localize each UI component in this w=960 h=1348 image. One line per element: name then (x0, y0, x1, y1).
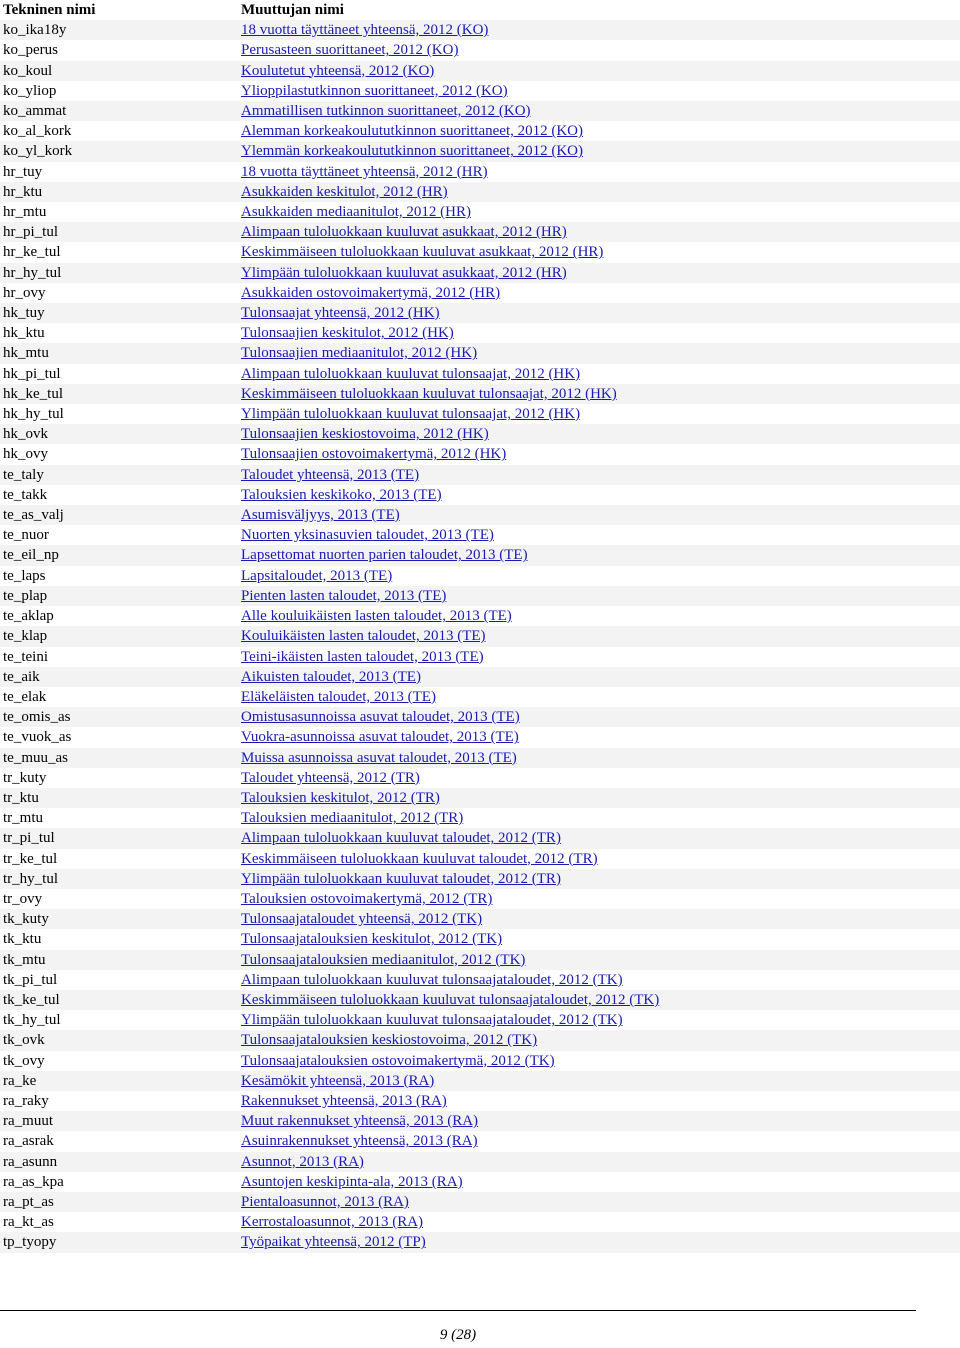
table-row (0, 788, 960, 808)
variable-name-link[interactable]: Tulonsaajien keskiostovoima, 2012 (HK) (241, 426, 489, 443)
table-row (0, 525, 960, 545)
variable-name-cell (238, 828, 960, 848)
technical-name-cell: tr_kuty (0, 768, 238, 788)
technical-name-cell: tr_ovy (0, 889, 238, 909)
variable-name-link[interactable]: Eläkeläisten taloudet, 2013 (TE) (241, 688, 436, 705)
variable-name-cell (238, 303, 960, 323)
variable-name-link[interactable]: Ylimpään tuloluokkaan kuuluvat taloudet, 2012 (TR) (241, 870, 561, 887)
technical-name-cell: ko_koul (0, 61, 238, 81)
variable-name-cell (238, 647, 960, 667)
table-row (0, 1010, 960, 1030)
variable-name-link[interactable]: Keskimmäiseen tuloluokkaan kuuluvat tulonsaajataloudet, 2012 (TK) (241, 991, 660, 1008)
variable-name-cell (238, 1212, 960, 1232)
variable-name-link[interactable]: Tulonsaajatalouksien keskiostovoima, 2012 (TK) (241, 1032, 538, 1049)
technical-name-cell: te_aklap (0, 606, 238, 626)
technical-name-cell: hr_hy_tul (0, 263, 238, 283)
variable-name-cell (238, 222, 960, 242)
table-row (0, 283, 960, 303)
variable-name-cell (238, 364, 960, 384)
variable-name-cell (238, 20, 960, 40)
table-row (0, 323, 960, 343)
table-row (0, 1071, 960, 1091)
variable-name-cell (238, 1051, 960, 1071)
variable-name-link[interactable]: Ylimpään tuloluokkaan kuuluvat tulonsaajat, 2012 (HK) (241, 406, 581, 423)
variable-name-cell (238, 1131, 960, 1151)
table-row (0, 566, 960, 586)
table-row (0, 222, 960, 242)
variable-name-link[interactable]: Keskimmäiseen tuloluokkaan kuuluvat taloudet, 2012 (TR) (241, 850, 598, 867)
variable-name-link[interactable]: Asuntojen keskipinta-ala, 2013 (RA) (241, 1173, 463, 1190)
variable-name-link[interactable]: 18 vuotta täyttäneet yhteensä, 2012 (KO) (241, 22, 489, 39)
technical-name-cell: ko_yliop (0, 81, 238, 101)
variable-name-link[interactable]: Pientaloasunnot, 2013 (RA) (241, 1193, 409, 1210)
technical-name-cell: te_aik (0, 667, 238, 687)
table-row (0, 626, 960, 646)
variable-name-link[interactable]: Talouksien ostovoimakertymä, 2012 (TR) (241, 890, 493, 907)
variable-name-link[interactable]: Tulonsaajataloudet yhteensä, 2012 (TK) (241, 911, 483, 928)
table-row (0, 950, 960, 970)
table-row (0, 1212, 960, 1232)
variable-name-cell (238, 1111, 960, 1131)
table-row (0, 667, 960, 687)
technical-name-cell: ko_ammat (0, 101, 238, 121)
technical-name-cell: ko_al_kork (0, 121, 238, 141)
table-row (0, 828, 960, 848)
variable-name-cell (238, 485, 960, 505)
technical-name-cell: te_plap (0, 586, 238, 606)
technical-name-cell: te_laps (0, 566, 238, 586)
technical-name-cell: tr_ke_tul (0, 849, 238, 869)
variable-name-link[interactable]: Talouksien keskikoko, 2013 (TE) (241, 486, 442, 503)
table-row (0, 768, 960, 788)
variable-name-link[interactable]: Tulonsaajien ostovoimakertymä, 2012 (HK) (241, 446, 507, 463)
table-row (0, 424, 960, 444)
technical-name-cell: ra_asrak (0, 1131, 238, 1151)
technical-name-cell: te_muu_as (0, 748, 238, 768)
variable-name-cell (238, 1192, 960, 1212)
table-row (0, 849, 960, 869)
table-row (0, 182, 960, 202)
technical-name-cell: te_elak (0, 687, 238, 707)
technical-name-cell: tk_ovk (0, 1030, 238, 1050)
technical-name-cell: ko_perus (0, 40, 238, 60)
variable-name-cell (238, 566, 960, 586)
table-row (0, 586, 960, 606)
table-row (0, 606, 960, 626)
variable-name-cell (238, 990, 960, 1010)
variable-name-link[interactable]: Muissa asunnoissa asuvat taloudet, 2013 (TE) (241, 749, 517, 766)
variable-name-cell (238, 121, 960, 141)
technical-name-cell: hr_ovy (0, 283, 238, 303)
variable-name-cell (238, 586, 960, 606)
variable-name-link[interactable]: Rakennukset yhteensä, 2013 (RA) (241, 1092, 447, 1109)
variable-name-link[interactable]: Ylimpään tuloluokkaan kuuluvat asukkaat, 2012 (HR) (241, 264, 567, 281)
table-row (0, 505, 960, 525)
footer-divider (0, 1310, 916, 1311)
variable-name-link[interactable]: Asukkaiden ostovoimakertymä, 2012 (HR) (241, 284, 501, 301)
variable-name-cell (238, 1152, 960, 1172)
table-row (0, 141, 960, 161)
variable-name-cell (238, 323, 960, 343)
table-row (0, 748, 960, 768)
variable-name-link[interactable]: Asukkaiden mediaanitulot, 2012 (HR) (241, 204, 471, 221)
technical-name-cell: hk_hy_tul (0, 404, 238, 424)
variable-name-link[interactable]: Keskimmäiseen tuloluokkaan kuuluvat tulonsaajat, 2012 (HK) (241, 385, 617, 402)
variable-name-cell (238, 525, 960, 545)
table-row (0, 869, 960, 889)
variable-name-link[interactable]: Tulonsaajat yhteensä, 2012 (HK) (241, 305, 440, 322)
technical-name-cell: tp_tyopy (0, 1232, 238, 1252)
variable-name-cell (238, 545, 960, 565)
technical-name-cell: hr_mtu (0, 202, 238, 222)
variable-name-cell (238, 626, 960, 646)
variable-name-cell (238, 141, 960, 161)
table-row (0, 384, 960, 404)
variable-name-link[interactable]: Lapsettomat nuorten parien taloudet, 2013 (TE) (241, 547, 528, 564)
technical-name-cell: hr_pi_tul (0, 222, 238, 242)
variable-name-link[interactable]: Kerrostaloasunnot, 2013 (RA) (241, 1214, 424, 1231)
table-row (0, 1152, 960, 1172)
variable-name-cell (238, 667, 960, 687)
table-row (0, 242, 960, 262)
table-row (0, 303, 960, 323)
variable-name-cell (238, 909, 960, 929)
variable-name-cell (238, 61, 960, 81)
variable-name-link[interactable]: Alimpaan tuloluokkaan kuuluvat tulonsaajataloudet, 2012 (TK) (241, 971, 623, 988)
technical-name-cell: hk_ktu (0, 323, 238, 343)
table-row (0, 545, 960, 565)
table-row (0, 81, 960, 101)
variable-name-cell (238, 1010, 960, 1030)
variable-name-link[interactable]: Tulonsaajien keskitulot, 2012 (HK) (241, 325, 454, 342)
table-row (0, 808, 960, 828)
variable-name-link[interactable]: Alimpaan tuloluokkaan kuuluvat asukkaat, 2012 (HR) (241, 224, 567, 241)
variable-name-link[interactable]: Taloudet yhteensä, 2012 (TR) (241, 769, 420, 786)
table-row (0, 990, 960, 1010)
table-row (0, 61, 960, 81)
table-row (0, 929, 960, 949)
technical-name-cell: tk_hy_tul (0, 1010, 238, 1030)
variable-name-link[interactable]: Talouksien mediaanitulot, 2012 (TR) (241, 810, 464, 827)
table-row (0, 465, 960, 485)
header-variable-name: Muuttujan nimi (238, 0, 960, 20)
table-row (0, 202, 960, 222)
variable-name-cell (238, 748, 960, 768)
technical-name-cell: hk_ovy (0, 444, 238, 464)
technical-name-cell: te_taly (0, 465, 238, 485)
variable-name-link[interactable]: Tulonsaajatalouksien keskitulot, 2012 (TK) (241, 931, 503, 948)
variable-name-cell (238, 384, 960, 404)
variable-name-link[interactable]: 18 vuotta täyttäneet yhteensä, 2012 (HR) (241, 163, 488, 180)
variable-name-cell (238, 1091, 960, 1111)
variable-name-cell (238, 283, 960, 303)
variable-name-link[interactable]: Tulonsaajien mediaanitulot, 2012 (HK) (241, 345, 478, 362)
table-row (0, 343, 960, 363)
table-header-row (0, 0, 960, 20)
variable-name-cell (238, 404, 960, 424)
variable-name-link[interactable]: Pienten lasten taloudet, 2013 (TE) (241, 587, 447, 604)
variable-name-link[interactable]: Muut rakennukset yhteensä, 2013 (RA) (241, 1113, 479, 1130)
variable-name-cell (238, 606, 960, 626)
variable-name-link[interactable]: Taloudet yhteensä, 2013 (TE) (241, 466, 420, 483)
technical-name-cell: ra_kt_as (0, 1212, 238, 1232)
technical-name-cell: tr_ktu (0, 788, 238, 808)
technical-name-cell: hk_mtu (0, 343, 238, 363)
variable-name-cell (238, 727, 960, 747)
variable-name-link[interactable]: Tulonsaajatalouksien mediaanitulot, 2012 (TK) (241, 951, 526, 968)
variable-name-link[interactable]: Keskimmäiseen tuloluokkaan kuuluvat asukkaat, 2012 (HR) (241, 244, 604, 261)
technical-name-cell: te_as_valj (0, 505, 238, 525)
table-row (0, 647, 960, 667)
variable-name-link[interactable]: Lapsitaloudet, 2013 (TE) (241, 567, 393, 584)
technical-name-cell: ko_yl_kork (0, 141, 238, 161)
variable-name-link[interactable]: Alimpaan tuloluokkaan kuuluvat taloudet, 2012 (TR) (241, 830, 561, 847)
variable-name-cell (238, 849, 960, 869)
technical-name-cell: te_nuor (0, 525, 238, 545)
variable-name-cell (238, 40, 960, 60)
variable-name-cell (238, 505, 960, 525)
variable-name-cell (238, 1172, 960, 1192)
table-row (0, 1131, 960, 1151)
table-row (0, 101, 960, 121)
variable-name-cell (238, 788, 960, 808)
technical-name-cell: tk_ke_tul (0, 990, 238, 1010)
variable-name-cell (238, 707, 960, 727)
variable-name-link[interactable]: Alimpaan tuloluokkaan kuuluvat tulonsaajat, 2012 (HK) (241, 365, 581, 382)
variable-name-cell (238, 970, 960, 990)
technical-name-cell: hr_tuy (0, 162, 238, 182)
variable-name-cell (238, 889, 960, 909)
variable-name-link[interactable]: Nuorten yksinasuvien taloudet, 2013 (TE) (241, 527, 494, 544)
variable-name-link[interactable]: Asukkaiden keskitulot, 2012 (HR) (241, 183, 448, 200)
technical-name-cell: tk_ovy (0, 1051, 238, 1071)
table-row (0, 20, 960, 40)
technical-name-cell: tk_ktu (0, 929, 238, 949)
variable-name-link[interactable]: Talouksien keskitulot, 2012 (TR) (241, 789, 440, 806)
variable-name-cell (238, 929, 960, 949)
technical-name-cell: ra_raky (0, 1091, 238, 1111)
table-row (0, 1192, 960, 1212)
table-row (0, 263, 960, 283)
variable-name-cell (238, 1232, 960, 1252)
variable-name-link[interactable]: Asumisväljyys, 2013 (TE) (241, 507, 400, 524)
variable-name-cell (238, 444, 960, 464)
variable-name-cell (238, 343, 960, 363)
table-row (0, 909, 960, 929)
variable-name-cell (238, 81, 960, 101)
table-row (0, 485, 960, 505)
technical-name-cell: hk_ovk (0, 424, 238, 444)
variable-name-cell (238, 202, 960, 222)
table-row (0, 162, 960, 182)
variable-name-link[interactable]: Asunnot, 2013 (RA) (241, 1153, 364, 1170)
table-row (0, 404, 960, 424)
variable-name-cell (238, 182, 960, 202)
variable-name-link[interactable]: Ammatillisen tutkinnon suorittaneet, 2012 (KO) (241, 103, 531, 120)
technical-name-cell: ra_pt_as (0, 1192, 238, 1212)
technical-name-cell: tr_mtu (0, 808, 238, 828)
variable-name-link[interactable]: Aikuisten taloudet, 2013 (TE) (241, 668, 421, 685)
table-row (0, 1172, 960, 1192)
table-row (0, 121, 960, 141)
technical-name-cell: hr_ktu (0, 182, 238, 202)
variable-name-link[interactable]: Ylioppilastutkinnon suorittaneet, 2012 (KO) (241, 82, 508, 99)
variable-name-link[interactable]: Koulutetut yhteensä, 2012 (KO) (241, 62, 435, 79)
technical-name-cell: tk_kuty (0, 909, 238, 929)
table-row (0, 727, 960, 747)
technical-name-cell: tr_pi_tul (0, 828, 238, 848)
variable-name-link[interactable]: Teini-ikäisten lasten taloudet, 2013 (TE) (241, 648, 484, 665)
variable-name-link[interactable]: Kesämökit yhteensä, 2013 (RA) (241, 1072, 435, 1089)
technical-name-cell: tk_mtu (0, 950, 238, 970)
table-row (0, 889, 960, 909)
variable-name-cell (238, 1030, 960, 1050)
page-number: 9 (28) (439, 1327, 477, 1343)
technical-name-cell: te_takk (0, 485, 238, 505)
technical-name-cell: hk_pi_tul (0, 364, 238, 384)
technical-name-cell: te_vuok_as (0, 727, 238, 747)
variable-name-cell (238, 768, 960, 788)
table-row (0, 1051, 960, 1071)
variable-name-link[interactable]: Työpaikat yhteensä, 2012 (TP) (241, 1234, 426, 1251)
technical-name-cell: tk_pi_tul (0, 970, 238, 990)
technical-name-cell: ko_ika18y (0, 20, 238, 40)
table-row (0, 364, 960, 384)
variable-name-cell (238, 424, 960, 444)
variable-name-link[interactable]: Ylimpään tuloluokkaan kuuluvat tulonsaajataloudet, 2012 (TK) (241, 1012, 623, 1029)
technical-name-cell: ra_muut (0, 1111, 238, 1131)
variable-name-link[interactable]: Perusasteen suorittaneet, 2012 (KO) (241, 42, 459, 59)
variable-name-cell (238, 263, 960, 283)
table-row (0, 444, 960, 464)
variable-name-link[interactable]: Vuokra-asunnoissa asuvat taloudet, 2013 (TE) (241, 729, 519, 746)
header-technical-name: Tekninen nimi (0, 0, 238, 20)
variable-name-link[interactable]: Alemman korkeakoulututkinnon suorittaneet, 2012 (KO) (241, 123, 584, 140)
technical-name-cell: ra_asunn (0, 1152, 238, 1172)
technical-name-cell: hk_tuy (0, 303, 238, 323)
variable-name-cell (238, 162, 960, 182)
technical-name-cell: hk_ke_tul (0, 384, 238, 404)
variable-name-cell (238, 242, 960, 262)
variable-name-cell (238, 465, 960, 485)
table-row (0, 1091, 960, 1111)
variable-name-cell (238, 1071, 960, 1091)
technical-name-cell: te_klap (0, 626, 238, 646)
variable-name-cell (238, 869, 960, 889)
technical-name-cell: ra_ke (0, 1071, 238, 1091)
table-row (0, 1030, 960, 1050)
variable-name-link[interactable]: Ylemmän korkeakoulututkinnon suorittaneet, 2012 (KO) (241, 143, 584, 160)
table-row (0, 1232, 960, 1252)
table-row (0, 707, 960, 727)
variable-name-link[interactable]: Omistusasunnoissa asuvat taloudet, 2013 (TE) (241, 709, 520, 726)
table-row (0, 687, 960, 707)
technical-name-cell: te_teini (0, 647, 238, 667)
table-row (0, 1111, 960, 1131)
variable-name-link[interactable]: Asuinrakennukset yhteensä, 2013 (RA) (241, 1133, 478, 1150)
variable-name-cell (238, 950, 960, 970)
table-row (0, 970, 960, 990)
variable-name-cell (238, 808, 960, 828)
technical-name-cell: te_omis_as (0, 707, 238, 727)
variable-name-link[interactable]: Kouluikäisten lasten taloudet, 2013 (TE) (241, 628, 486, 645)
variable-name-cell (238, 101, 960, 121)
technical-name-cell: hr_ke_tul (0, 242, 238, 262)
variable-name-link[interactable]: Alle kouluikäisten lasten taloudet, 2013 (TE) (241, 608, 512, 625)
technical-name-cell: tr_hy_tul (0, 869, 238, 889)
table-body (0, 20, 960, 1252)
table-row (0, 40, 960, 60)
technical-name-cell: te_eil_np (0, 545, 238, 565)
variable-name-cell (238, 687, 960, 707)
variable-name-link[interactable]: Tulonsaajatalouksien ostovoimakertymä, 2012 (TK) (241, 1052, 555, 1069)
technical-name-cell: ra_as_kpa (0, 1172, 238, 1192)
